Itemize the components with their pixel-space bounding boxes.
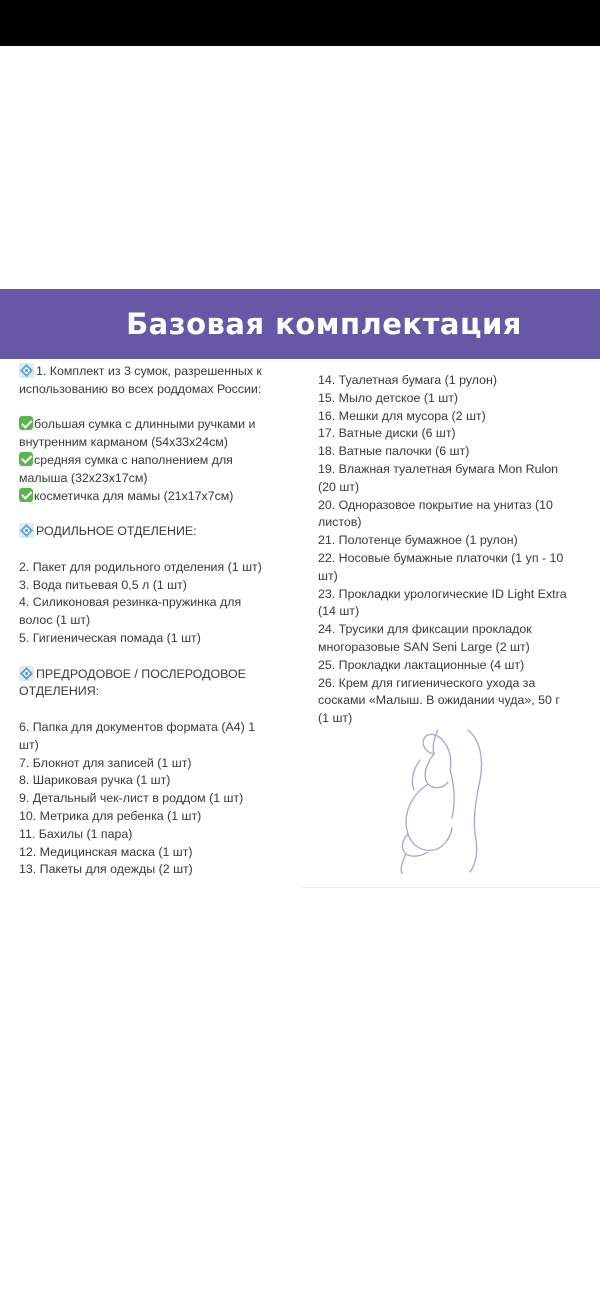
list-item-text: 13. Пакеты для одежды (2 шт) [19, 862, 193, 877]
list-item [19, 630, 299, 648]
list-item [318, 443, 588, 461]
list-item-text: 26. Крем для гигиенического ухода за [318, 675, 536, 690]
list-item-text: 25. Прокладки лактационные (4 шт) [318, 657, 525, 672]
list-item-text: многоразовые SAN Seni Large (2 шт) [318, 639, 530, 654]
intro-line [19, 363, 299, 381]
bag-text: косметичка для мамы (21х17х7см) [34, 488, 234, 503]
list-item-text: 18. Ватные палочки (6 шт) [318, 444, 470, 459]
list-item-text: 22. Носовые бумажные платочки (1 уп - 10 [318, 550, 564, 565]
list-item-text: (1 шт) [318, 711, 353, 726]
list-item-text: волос (1 шт) [19, 613, 91, 628]
list-item-text: шт) [318, 568, 338, 583]
divider [300, 887, 600, 888]
list-item-text: 19. Влажная туалетная бумага Mon Rulon [318, 461, 559, 476]
status-bar [0, 0, 600, 46]
intro-text: 1. Комплект из 3 сумок, разрешенных к [36, 364, 262, 378]
title-banner [0, 289, 600, 359]
list-item-text: 14. Туалетная бумага (1 рулон) [318, 373, 497, 387]
list-item-text: 11. Бахилы (1 пара) [19, 826, 133, 841]
bag-text: большая сумка с длинными ручками и [34, 417, 256, 432]
list-item-text: 20. Одноразовое покрытие на унитаз (10 [318, 497, 553, 512]
list-item [318, 408, 588, 426]
list-item [19, 808, 299, 826]
bag-text: малыша (32х23х17см) [19, 470, 148, 485]
right-column [318, 372, 588, 728]
list-item-text: (20 шт) [318, 479, 360, 494]
list-item-text: шт) [19, 737, 39, 752]
list-item [318, 657, 588, 675]
list-item-text: 21. Полотенце бумажное (1 рулон) [318, 533, 518, 548]
list-item-text: 7. Блокнот для записей (1 шт) [19, 755, 192, 770]
list-item [318, 390, 588, 408]
list-item [318, 550, 588, 586]
list-item [19, 772, 299, 790]
bag-text: средняя сумка с наполнением для [34, 452, 233, 467]
section-heading-maternity [19, 523, 299, 541]
check-mark-button-icon [19, 452, 33, 466]
list-item [19, 790, 299, 808]
list-item-text: 23. Прокладки урологические ID Light Extra [318, 586, 567, 601]
list-item-text: 15. Мыло детское (1 шт) [318, 390, 459, 405]
bag-item [19, 416, 299, 452]
section-title: ОТДЕЛЕНИЯ: [19, 684, 100, 699]
bag-text: внутренним карманом (54х33х24см) [19, 435, 228, 450]
list-item [318, 621, 588, 657]
list-item-text: 2. Пакет для родильного отделения (1 шт) [19, 559, 262, 574]
list-item [19, 861, 299, 879]
list-item-text: листов) [318, 515, 362, 530]
list-item [318, 675, 588, 728]
section-heading-prenatal [19, 666, 299, 702]
list-item [318, 461, 588, 497]
list-item [19, 719, 299, 755]
diamond-with-dot-icon [19, 363, 34, 378]
banner-title: Базовая комплектация [126, 307, 522, 341]
pregnant-woman-line-art-icon [380, 728, 500, 874]
intro-paragraph [19, 363, 299, 399]
list-item-text: 12. Медицинская маска (1 шт) [19, 844, 193, 859]
check-mark-button-icon [19, 416, 33, 430]
list-item-text: 4. Силиконовая резинка-пружинка для [19, 595, 242, 610]
list-item [318, 425, 588, 443]
left-column [19, 363, 299, 879]
list-item [19, 577, 299, 595]
list-item-text: 6. Папка для документов формата (А4) 1 [19, 719, 256, 734]
section-title: РОДИЛЬНОЕ ОТДЕЛЕНИЕ: [36, 524, 197, 539]
list-item [19, 559, 299, 577]
list-item-text: 3. Вода питьевая 0,5 л (1 шт) [19, 577, 187, 592]
list-item-text: 9. Детальный чек-лист в роддом (1 шт) [19, 791, 244, 806]
list-item-text: 5. Гигиеническая помада (1 шт) [19, 630, 201, 645]
list-item-text: 17. Ватные диски (6 шт) [318, 426, 456, 441]
list-item [318, 497, 588, 533]
list-item-text: 16. Мешки для мусора (2 шт) [318, 408, 486, 423]
check-mark-button-icon [19, 488, 33, 502]
list-item [19, 594, 299, 630]
section-title: ПРЕДРОДОВОЕ / ПОСЛЕРОДОВОЕ [36, 666, 246, 681]
list-item [318, 532, 588, 550]
list-item-text: 8. Шариковая ручка (1 шт) [19, 773, 171, 788]
intro-line: использованию во всех роддомах России: [19, 381, 262, 396]
list-item-text: сосками «Малыш. В ожидании чуда», 50 г [318, 693, 560, 708]
list-item [19, 755, 299, 773]
list-item [19, 844, 299, 862]
bag-item [19, 452, 299, 488]
diamond-with-dot-icon [19, 666, 34, 681]
list-item-text: 10. Метрика для ребенка (1 шт) [19, 808, 202, 823]
list-item [19, 826, 299, 844]
list-item [318, 372, 588, 390]
diamond-with-dot-icon [19, 523, 34, 538]
bag-item [19, 488, 299, 506]
list-item-text: (14 шт) [318, 604, 360, 619]
list-item [318, 586, 588, 622]
list-item-text: 24. Трусики для фиксации прокладок [318, 622, 532, 637]
